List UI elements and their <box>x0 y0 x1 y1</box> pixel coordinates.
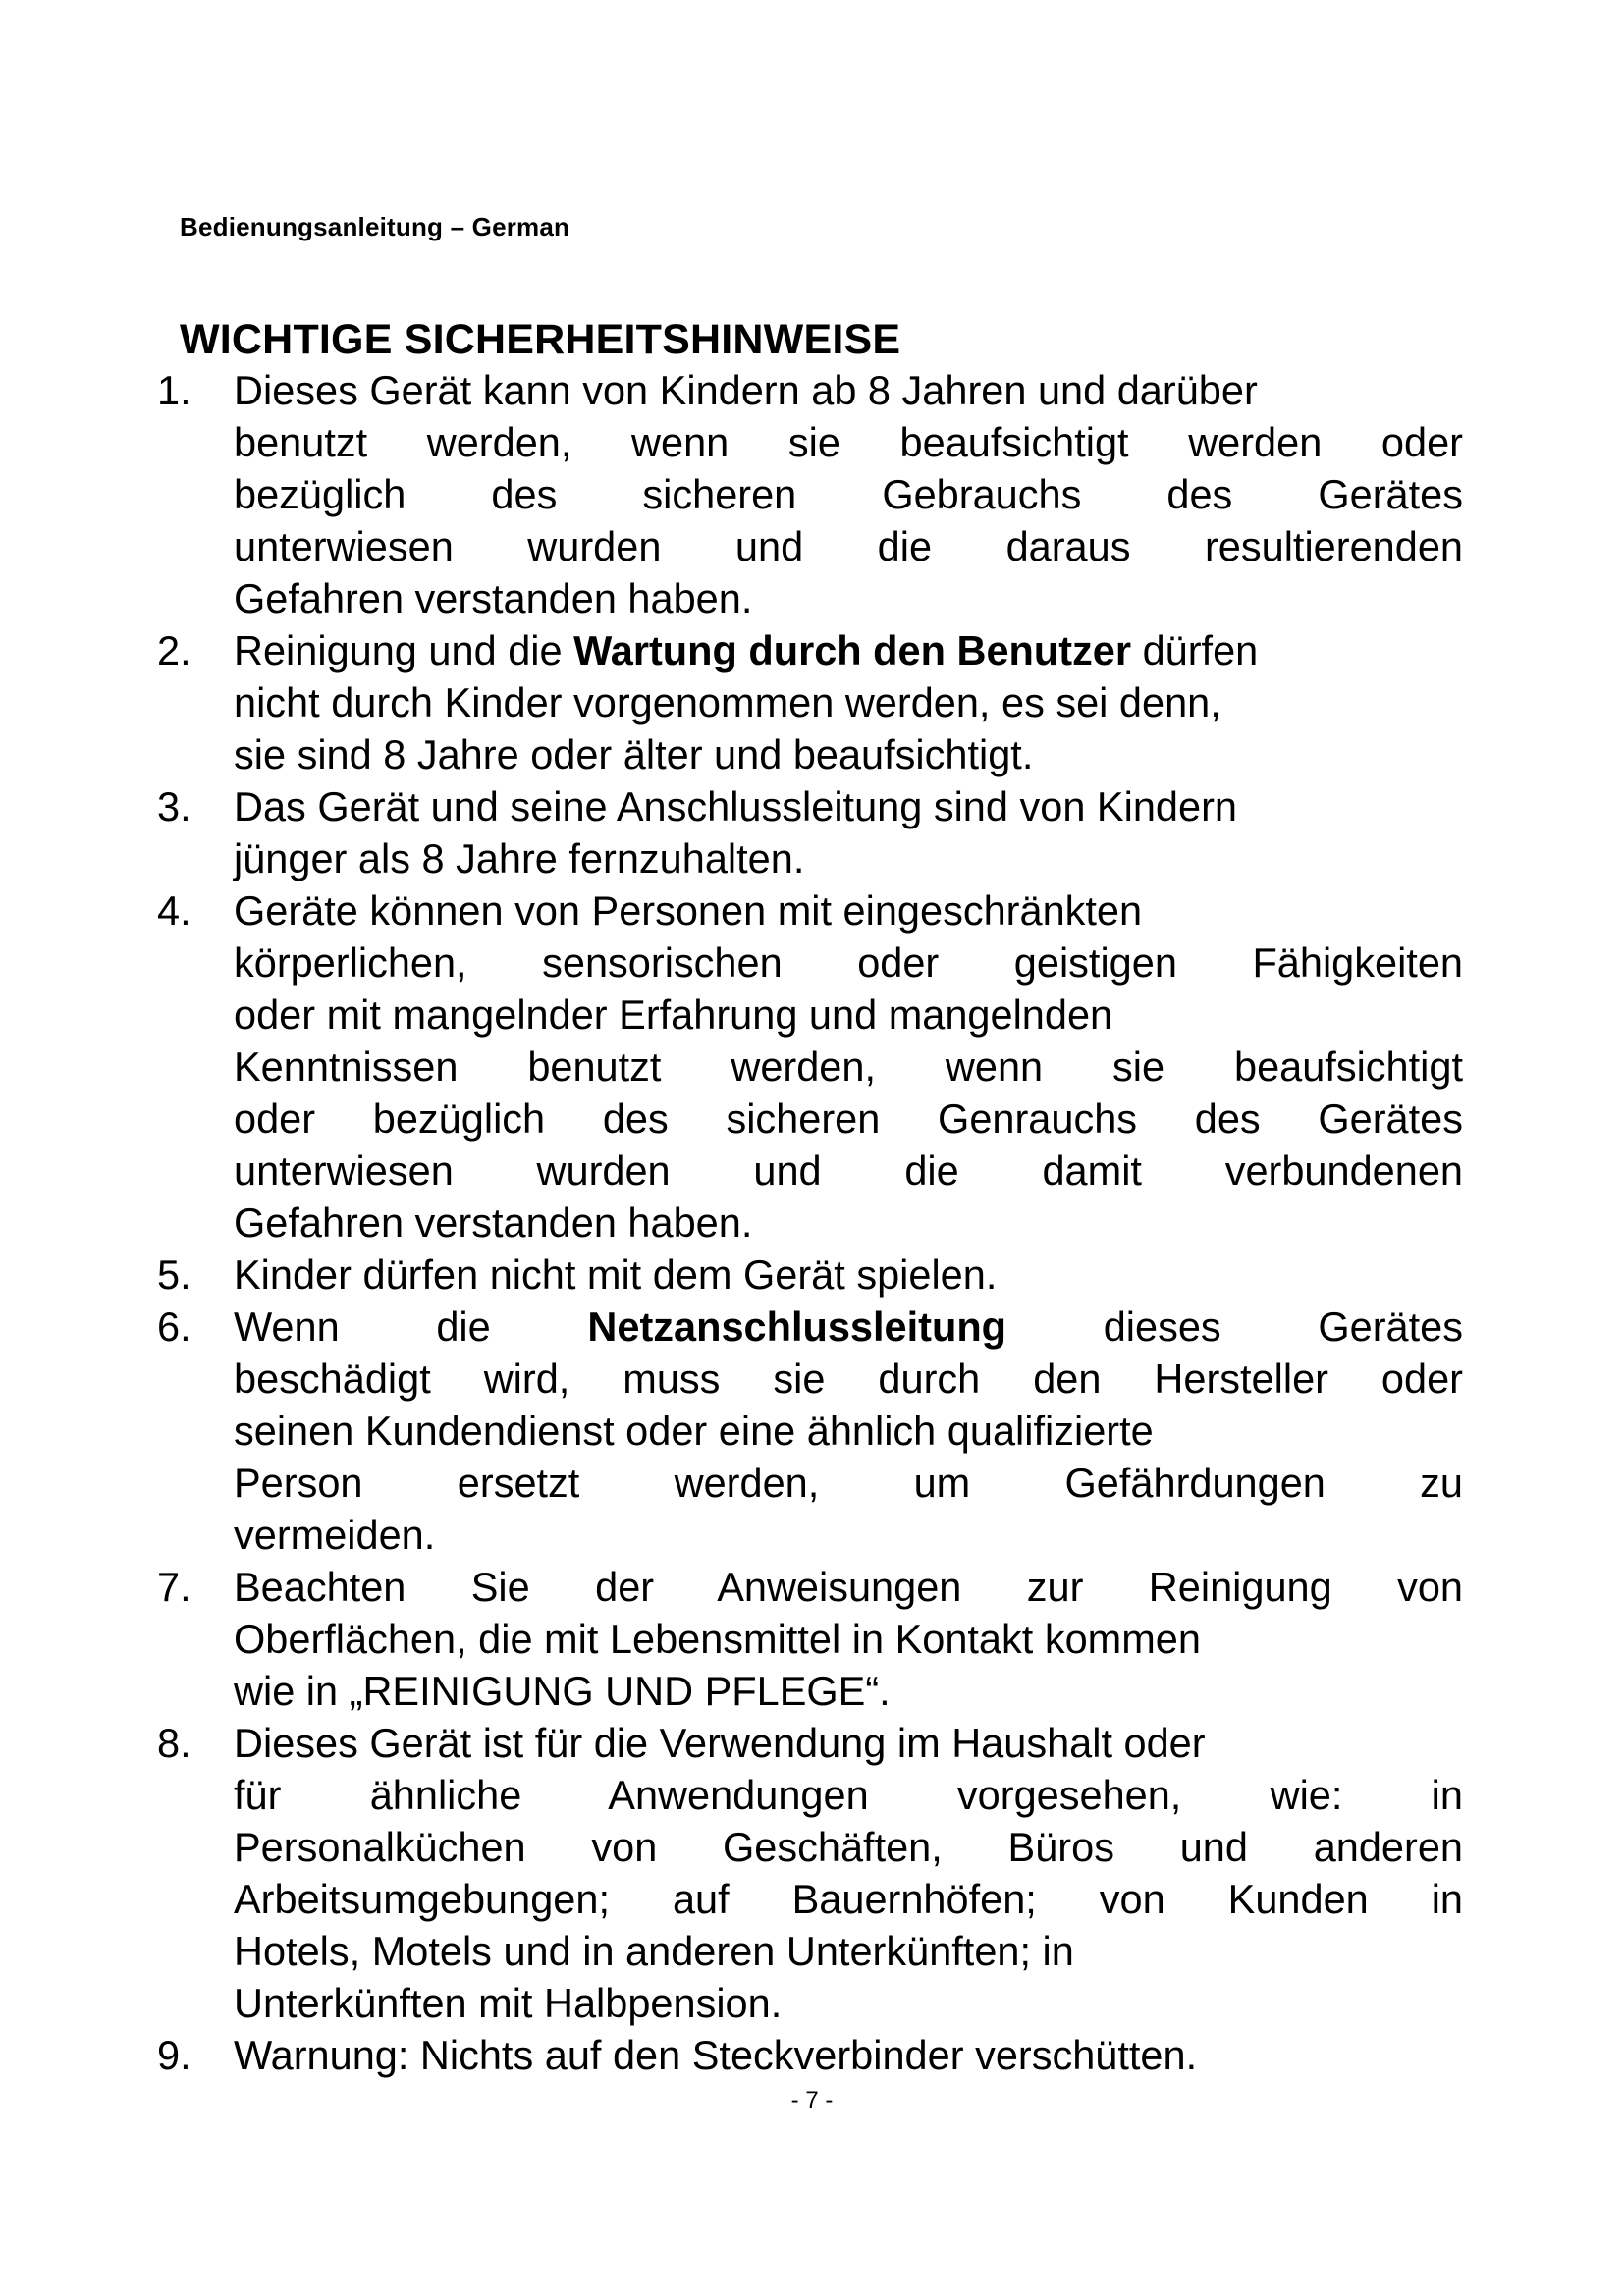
item-line <box>234 624 1463 676</box>
item-line: Hotels, Motels und in anderen Unterkünften; in <box>234 1928 1074 1974</box>
item-text <box>234 1717 1463 2029</box>
item-text <box>234 884 1463 1249</box>
item-line: unterwiesen wurden und die daraus resultierenden <box>234 523 1463 569</box>
item-text <box>234 1301 1463 1561</box>
list-item <box>157 1717 1463 2029</box>
item-number: 6. <box>157 1304 191 1350</box>
section-title: WICHTIGE SICHERHEITSHINWEISE <box>180 316 901 363</box>
item-text-run: Reinigung und die <box>234 627 574 673</box>
item-number: 1. <box>157 367 191 413</box>
item-line: Kinder dürfen nicht mit dem Gerät spielen. <box>234 1252 998 1298</box>
item-line: seinen Kundendienst oder eine ähnlich qualifizierte <box>234 1408 1154 1454</box>
item-line: wie in „REINIGUNG UND PFLEGE“. <box>234 1668 891 1714</box>
item-text-run: dürfen <box>1131 627 1259 673</box>
item-line: vermeiden. <box>234 1512 436 1558</box>
item-text <box>234 1249 1463 1301</box>
item-line: Geräte können von Personen mit eingeschränkten <box>234 887 1143 934</box>
item-number: 5. <box>157 1252 191 1298</box>
item-line: bezüglich des sicheren Gebrauchs des Gerätes <box>234 471 1463 517</box>
item-number: 8. <box>157 1720 191 1766</box>
item-line: Gefahren verstanden haben. <box>234 575 753 621</box>
item-line: jünger als 8 Jahre fernzuhalten. <box>234 835 805 881</box>
item-number: 7. <box>157 1564 191 1610</box>
list-item <box>157 1301 1463 1561</box>
item-line: für ähnliche Anwendungen vorgesehen, wie: in <box>234 1772 1463 1818</box>
list-item <box>157 884 1463 1249</box>
list-item <box>157 1249 1463 1301</box>
item-text <box>234 1561 1463 1717</box>
item-line: körperlichen, sensorischen oder geistigen Fähigkeiten <box>234 939 1463 986</box>
item-line: Dieses Gerät kann von Kindern ab 8 Jahren und darüber <box>234 367 1258 413</box>
item-line: Unterkünften mit Halbpension. <box>234 1980 783 2026</box>
item-line: Gefahren verstanden haben. <box>234 1200 753 1246</box>
list-item <box>157 624 1463 780</box>
item-line <box>234 1301 1463 1353</box>
document-header: Bedienungsanleitung – German <box>180 212 570 241</box>
item-number: 9. <box>157 2032 191 2078</box>
list-item <box>157 780 1463 884</box>
item-line: Dieses Gerät ist für die Verwendung im Haushalt oder <box>234 1720 1206 1766</box>
item-emphasis: Wartung durch den Benutzer <box>573 627 1132 673</box>
item-line: oder mit mangelnder Erfahrung und mangelnden <box>234 991 1113 1038</box>
list-item <box>157 1561 1463 1717</box>
item-line: Personalküchen von Geschäften, Büros und anderen <box>234 1824 1463 1870</box>
list-item <box>157 364 1463 624</box>
item-line: Person ersetzt werden, um Gefährdungen zu <box>234 1460 1463 1506</box>
item-line: Beachten Sie der Anweisungen zur Reinigung von <box>234 1564 1463 1610</box>
item-line: unterwiesen wurden und die damit verbundenen <box>234 1148 1463 1194</box>
item-line: Arbeitsumgebungen; auf Bauernhöfen; von Kunden in <box>234 1876 1463 1922</box>
page-number: - 7 - <box>790 2087 834 2113</box>
item-line: sie sind 8 Jahre oder älter und beaufsichtigt. <box>234 731 1034 777</box>
item-text <box>234 780 1463 884</box>
item-line: Warnung: Nichts auf den Steckverbinder verschütten. <box>234 2032 1198 2078</box>
item-line: nicht durch Kinder vorgenommen werden, es sei denn, <box>234 679 1221 725</box>
list-item <box>157 2029 1463 2081</box>
item-line: benutzt werden, wenn sie beaufsichtigt werden oder <box>234 419 1463 465</box>
item-text <box>234 364 1463 624</box>
item-line: Kenntnissen benutzt werden, wenn sie beaufsichtigt <box>234 1043 1463 1090</box>
item-text-run: dieses Gerätes <box>1103 1304 1463 1350</box>
item-text <box>234 2029 1463 2081</box>
item-text <box>234 624 1463 780</box>
item-line: Oberflächen, die mit Lebensmittel in Kontakt kommen <box>234 1616 1201 1662</box>
item-number: 4. <box>157 887 191 934</box>
item-number: 2. <box>157 627 191 673</box>
item-line: Das Gerät und seine Anschlussleitung sind von Kindern <box>234 783 1237 829</box>
item-line: oder bezüglich des sicheren Genrauchs des Gerätes <box>234 1095 1463 1142</box>
item-emphasis: Netzanschlussleitung <box>587 1304 1007 1350</box>
item-text-run: Wenn die <box>234 1304 588 1350</box>
item-line: beschädigt wird, muss sie durch den Hersteller oder <box>234 1356 1463 1402</box>
item-number: 3. <box>157 783 191 829</box>
